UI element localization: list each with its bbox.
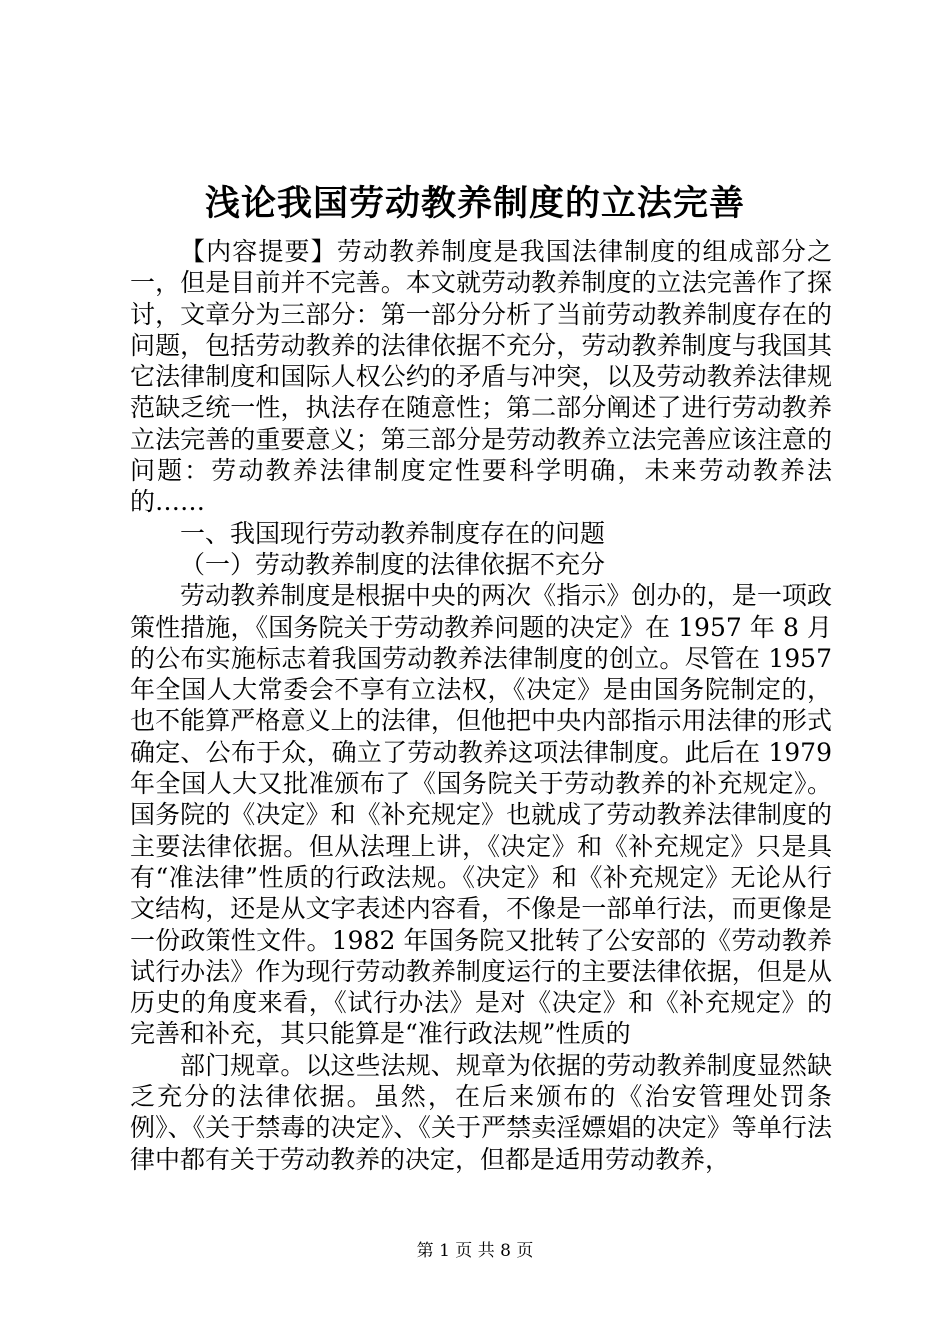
body-paragraph: 劳动教养制度是根据中央的两次《指示》创办的，是一项政策性措施，《国务院关于劳动教养问题的决定》在 1957 年 8 月的公布实施标志着我国劳动教养法律制度的创立。尽管在 1957 年全国人大常委会不享有立法权，《决定》是由国务院制定的，也不能算严格意义上的法律，但他把中央内部指示用法律的形式确定、公布于众，确立了劳动教养这项法律制度。此后在 1979 年全国人大又批准颁布了《国务院关于劳动教养的补充规定》。国务院的《决定》和《补充规定》也就成了劳动教养法律制度的主要法律依据。但从法理上讲，《决定》和《补充规定》只是具有“准法律”性质的行政法规。《决定》和《补充规定》无论从行文结构，还是从文字表述内容看，不像是一部单行法，而更像是一份政策性文件。1982 年国务院又批转了公安部的《劳动教养试行办法》作为现行劳动教养制度运行的主要法律依据，但是从历史的角度来看，《试行办法》是对《决定》和《补充规定》的完善和补充，其只能算是“准行政法规”性质的 (130, 581, 832, 1049)
section-heading: 一、我国现行劳动教养制度存在的问题 (180, 518, 606, 548)
abstract-paragraph: 【内容提要】劳动教养制度是我国法律制度的组成部分之一，但是目前并不完善。本文就劳动教养制度的立法完善作了探讨，文章分为三部分：第一部分分析了当前劳动教养制度存在的问题，包括劳动教养的法律依据不充分，劳动教养制度与我国其它法律制度和国际人权公约的矛盾与冲突，以及劳动教养法律规范缺乏统一性，执法存在随意性；第二部分阐述了进行劳动教养立法完善的重要意义；第三部分是劳动教养立法完善应该注意的问题：劳动教养法律制度定性要科学明确，未来劳动教养法的…… (130, 237, 832, 517)
document-title: 浅论我国劳动教养制度的立法完善 (204, 183, 745, 224)
body-paragraph: 部门规章。以这些法规、规章为依据的劳动教养制度显然缺乏充分的法律依据。虽然，在后来颁布的《治安管理处罚条例》、《关于禁毒的决定》、《关于严禁卖淫嫖娼的决定》等单行法律中都有关于劳动教养的决定，但都是适用劳动教养， (130, 1050, 832, 1174)
document-body (130, 236, 832, 1175)
subsection-heading: （一）劳动教养制度的法律依据不充分 (180, 549, 606, 579)
page-footer: 第 1 页 共 8 页 (416, 1241, 534, 1261)
